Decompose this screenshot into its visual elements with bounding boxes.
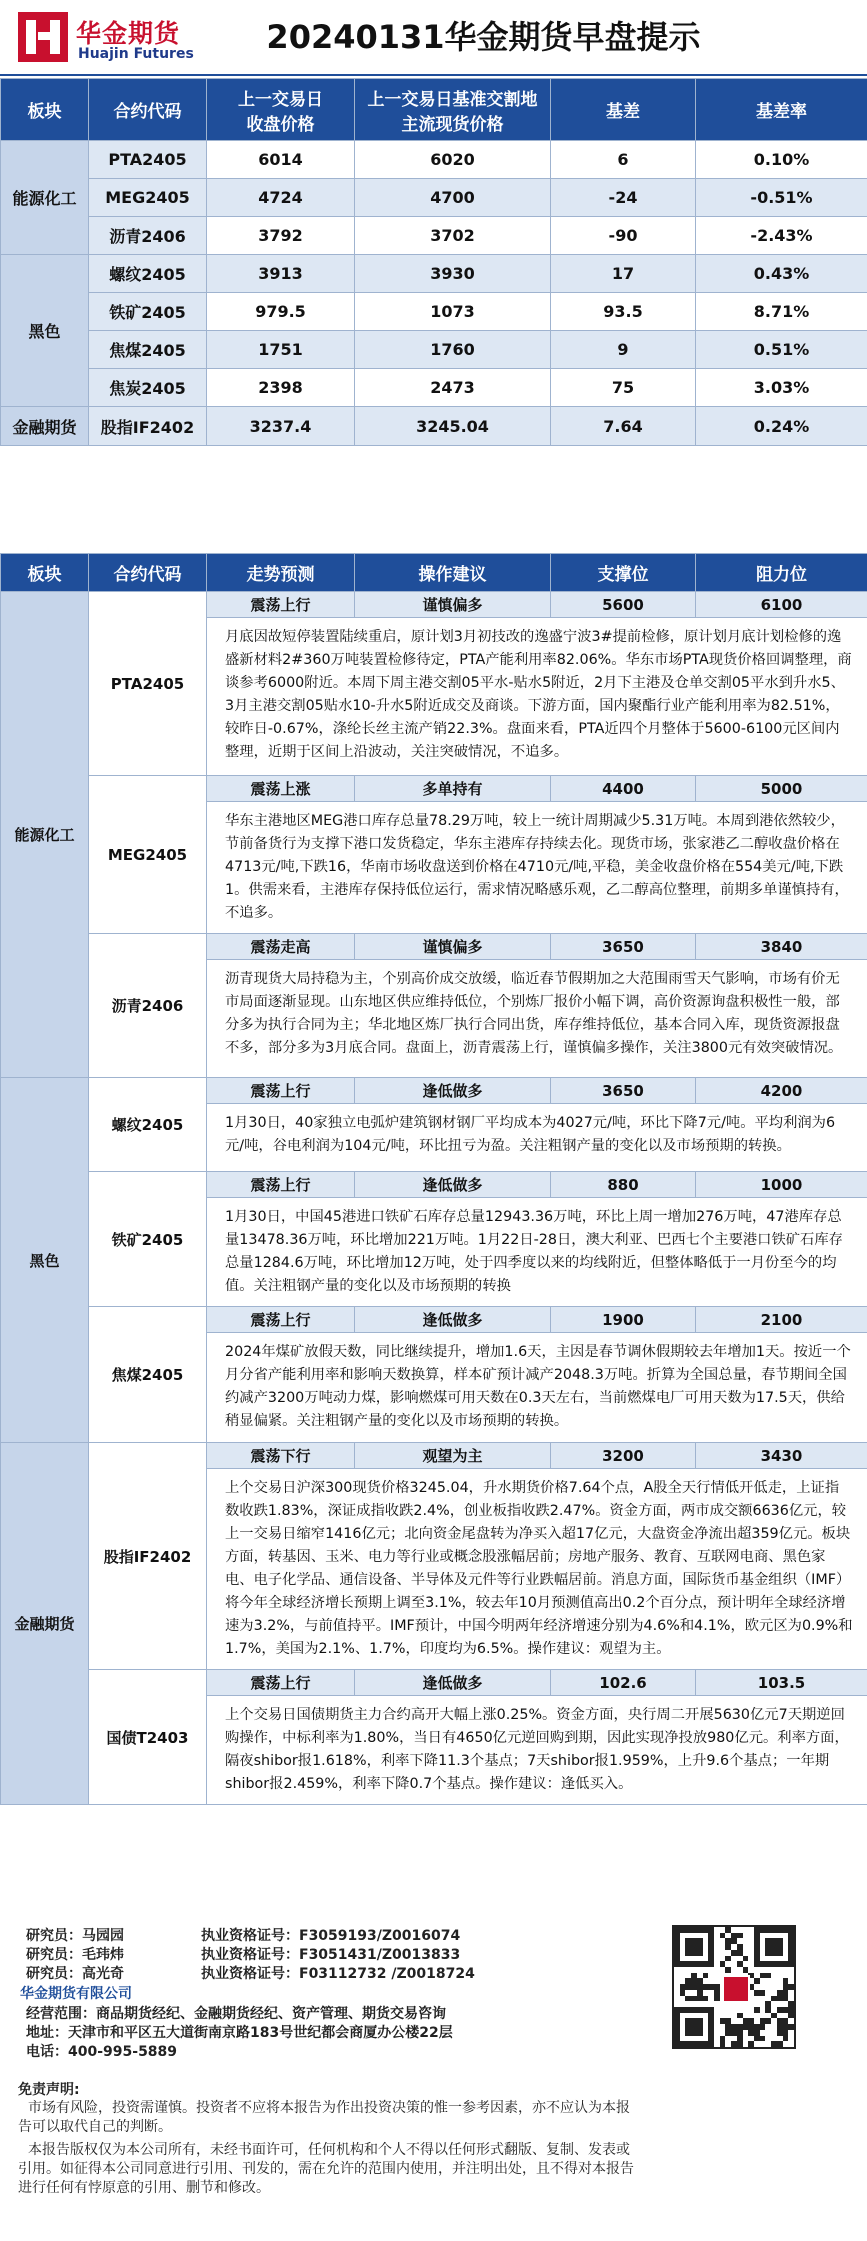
qr-code-icon (672, 1925, 796, 2049)
support-cell: 3650 (551, 1078, 696, 1104)
advice-cell: 观望为主 (355, 1443, 551, 1469)
sector-cell: 能源化工 (1, 592, 89, 1078)
header-line: 上一交易日基准交割地 (367, 89, 538, 110)
spot-cell: 6020 (355, 141, 551, 179)
header-line: 板块 (27, 102, 62, 122)
resistance-cell: 2100 (696, 1307, 867, 1333)
company-address: 地址：天津市和平区五大道街南京路183号世纪都会商厦办公楼22层 (26, 2025, 453, 2041)
basis-cell: 75 (551, 369, 696, 407)
spot-cell: 3930 (355, 255, 551, 293)
table-row (1, 141, 867, 179)
strategy-col-header: 操作建议 (355, 554, 551, 592)
close-cell: 3237.4 (207, 407, 355, 446)
contract-cell: 螺纹2405 (89, 1078, 207, 1172)
disclaimer-risk: 市场有风险，投资需谨慎。投资者不应将本报告为作出投资决策的惟一参考因素，亦不应认为本报告可以取代自己的判断。 (18, 2100, 630, 2135)
analysis-text: 上个交易日沪深300现货价格3245.04，升水期货价格7.64个点，A股全天行情低开低走，上证指数收跌1.83%，深证成指收跌2.4%，创业板指收跌2.47%。资金方面，两市成交额6636亿元，较上一交易日缩窄1416亿元；北向资金尾盘转为净买入超17亿元，大盘资金净流出超359亿元。板块方面，转基因、玉米、电力等行业或概念股涨幅居前；房地产服务、教育、互联网电商、黑色家电、电子化学品、通信设备、半导体及元件等行业跌幅居前。消息方面，国际货币基金组织（IMF）将今年全球经济增长预期上调至3.1%，较去年10月预测值高出0.2个百分点，预计明年全球经济增速为3.2%，与前值持平。IMF预计，中国今明两年经济增速分别为4.6%和4.1%，欧元区为0.9%和1.7%，美国为2.1%、1.7%，印度均为6.5%。操作建议：观望为主。 (207, 1469, 867, 1670)
contract-cell: 沥青2406 (89, 217, 207, 255)
close-cell: 6014 (207, 141, 355, 179)
strategy-row (1, 1443, 867, 1469)
header-line: 合约代码 (113, 102, 182, 122)
resistance-cell: 6100 (696, 592, 867, 618)
strategy-table-header (1, 554, 867, 592)
contract-cell: 焦煤2405 (89, 1307, 207, 1443)
advice-cell: 多单持有 (355, 776, 551, 802)
table-row (1, 255, 867, 293)
spot-cell: 3245.04 (355, 407, 551, 446)
sector-cell: 金融期货 (1, 1443, 89, 1805)
contract-cell: PTA2405 (89, 141, 207, 179)
analysis-text: 沥青现货大局持稳为主，个别高价成交放缓，临近春节假期加之大范围雨雪天气影响，市场有价无市局面逐渐显现。山东地区供应维持低位，个别炼厂报价小幅下调，高价资源询盘积极性一般，部分多为执行合同为主；华北地区炼厂执行合同出货，库存维持低位，基本合同入库，现货资源报盘不多，部分多为3月底合同。盘面上，沥青震荡上行，谨慎偏多操作，关注3800元有效突破情况。 (207, 960, 867, 1078)
business-scope: 经营范围：商品期货经纪、金融期货经纪、资产管理、期货交易咨询 (26, 2006, 446, 2022)
basis-table-header (1, 79, 867, 141)
basis-table (0, 78, 867, 446)
header-line: 基差 (606, 102, 640, 122)
basis-rate-cell: 0.24% (696, 407, 867, 446)
analysis-text: 月底因故短停装置陆续重启，原计划3月初技改的逸盛宁波3#提前检修，原计划月底计划检修的逸盛新材料2#360万吨装置检修待定，PTA产能利用率82.06%。华东市场PTA现货价格回调整理，商谈参考6000附近。本周下周主港交割05平水-贴水5附近，2月下主港及仓单交割05平水到升水5、3月主港交割05贴水10-升水5附近成交及商谈。下游方面，国内聚酯行业产能利用率为82.51%，较昨日-0.67%，涤纶长丝主流产销22.3%。盘面来看，PTA近四个月整体于5600-6100元区间内整理，近期于区间上沿波动，关注突破情况，不追多。 (207, 618, 867, 776)
strategy-row (1, 934, 867, 960)
trend-cell: 震荡上涨 (207, 776, 355, 802)
spot-cell: 2473 (355, 369, 551, 407)
disclaimer-title: 免责声明: (18, 2082, 80, 2098)
basis-rate-cell: 0.10% (696, 141, 867, 179)
support-cell: 1900 (551, 1307, 696, 1333)
trend-cell: 震荡上行 (207, 1307, 355, 1333)
contract-cell: 焦煤2405 (89, 331, 207, 369)
strategy-row (1, 776, 867, 802)
basis-cell: 17 (551, 255, 696, 293)
table-row (1, 179, 867, 217)
basis-cell: 9 (551, 331, 696, 369)
basis-rate-cell: -2.43% (696, 217, 867, 255)
close-cell: 4724 (207, 179, 355, 217)
strategy-col-header: 阻力位 (696, 554, 867, 592)
resistance-cell: 1000 (696, 1172, 867, 1198)
resistance-cell: 3430 (696, 1443, 867, 1469)
strategy-col-header: 走势预测 (207, 554, 355, 592)
brand-name-en: Huajin Futures (78, 46, 194, 62)
table-row (1, 369, 867, 407)
support-cell: 3650 (551, 934, 696, 960)
spot-cell: 1073 (355, 293, 551, 331)
basis-cell: 7.64 (551, 407, 696, 446)
contract-cell: 国债T2403 (89, 1670, 207, 1805)
resistance-cell: 103.5 (696, 1670, 867, 1696)
sector-cell: 金融期货 (1, 407, 89, 446)
basis-rate-cell: 8.71% (696, 293, 867, 331)
strategy-col-header: 支撑位 (551, 554, 696, 592)
analysis-text: 华东主港地区MEG港口库存总量78.29万吨，较上一统计周期减少5.31万吨。本周到港依然较少，节前备货行为支撑下港口发货稳定，华东主港库存持续去化。现货市场，张家港乙二醇收盘价格在4713元/吨,下跌16，华南市场收盘送到价格在4710元/吨,平稳，美金收盘价格在554美元/吨,下跌1。供需来看，主港库存保持低位运行，需求情况略感乐观，乙二醇高位整理，前期多单谨慎持有，不追多。 (207, 802, 867, 934)
sector-cell: 黑色 (1, 255, 89, 407)
basis-col-header (1, 79, 89, 141)
basis-rate-cell: 3.03% (696, 369, 867, 407)
table-row (1, 293, 867, 331)
basis-rate-cell: 0.51% (696, 331, 867, 369)
table-row (1, 331, 867, 369)
support-cell: 3200 (551, 1443, 696, 1469)
support-cell: 880 (551, 1172, 696, 1198)
advice-cell: 谨慎偏多 (355, 592, 551, 618)
company-name: 华金期货有限公司 (20, 1986, 132, 2002)
spot-cell: 1760 (355, 331, 551, 369)
advice-cell: 逢低做多 (355, 1172, 551, 1198)
basis-cell: -90 (551, 217, 696, 255)
strategy-col-header: 板块 (1, 554, 89, 592)
report-header (0, 0, 867, 76)
analysis-text: 2024年煤矿放假天数，同比继续提升，增加1.6天，主因是春节调休假期较去年增加1天。按近一个月分省产能利用率和影响天数换算，样本矿预计减产2048.3万吨。折算为全国总量，春节期间全国约减产3200万吨动力煤，影响燃煤可用天数在0.3天左右，当前燃煤电厂可用天数为17.5天，供给稍显偏紧。关注粗钢产量的变化以及市场预期的转换。 (207, 1333, 867, 1443)
basis-col-header (696, 79, 867, 141)
table-row (1, 217, 867, 255)
spot-cell: 3702 (355, 217, 551, 255)
contract-cell: 铁矿2405 (89, 1172, 207, 1307)
contract-cell: 股指IF2402 (89, 1443, 207, 1670)
trend-cell: 震荡上行 (207, 1172, 355, 1198)
spot-cell: 4700 (355, 179, 551, 217)
trend-cell: 震荡下行 (207, 1443, 355, 1469)
advice-cell: 逢低做多 (355, 1078, 551, 1104)
close-cell: 3792 (207, 217, 355, 255)
header-line: 收盘价格 (246, 114, 315, 135)
close-cell: 979.5 (207, 293, 355, 331)
contract-cell: 股指IF2402 (89, 407, 207, 446)
support-cell: 102.6 (551, 1670, 696, 1696)
analysis-text: 1月30日，40家独立电弧炉建筑钢材钢厂平均成本为4027元/吨，环比下降7元/吨。平均利润为6元/吨，谷电利润为104元/吨，环比扭亏为盈。关注粗钢产量的变化以及市场预期的转换。 (207, 1104, 867, 1172)
basis-rate-cell: -0.51% (696, 179, 867, 217)
strategy-row (1, 1670, 867, 1696)
support-cell: 5600 (551, 592, 696, 618)
strategy-table (0, 553, 867, 1805)
contract-cell: 沥青2406 (89, 934, 207, 1078)
table-row (1, 407, 867, 446)
resistance-cell: 3840 (696, 934, 867, 960)
close-cell: 3913 (207, 255, 355, 293)
strategy-row (1, 592, 867, 618)
strategy-row (1, 1307, 867, 1333)
page-title: 20240131华金期货早盘提示 (266, 18, 701, 56)
advice-cell: 逢低做多 (355, 1670, 551, 1696)
brand-name-cn: 华金期货 (76, 19, 181, 48)
header-line: 主流现货价格 (401, 114, 504, 135)
strategy-col-header: 合约代码 (89, 554, 207, 592)
basis-cell: 6 (551, 141, 696, 179)
researcher-1: 研究员：马园园 执业资格证号：F3059193/Z0016074 (26, 1928, 461, 1944)
basis-col-header (355, 79, 551, 141)
strategy-row (1, 1078, 867, 1104)
trend-cell: 震荡上行 (207, 592, 355, 618)
contract-cell: MEG2405 (89, 776, 207, 934)
basis-rate-cell: 0.43% (696, 255, 867, 293)
basis-col-header (89, 79, 207, 141)
sector-cell: 黑色 (1, 1078, 89, 1443)
disclaimer-copyright: 本报告版权仅为本公司所有，未经书面许可，任何机构和个人不得以任何形式翻版、复制、发表或引用。如征得本公司同意进行引用、刊发的，需在允许的范围内使用，并注明出处，且不得对本报告进行任何有悖原意的引用、删节和修改。 (18, 2142, 634, 2196)
trend-cell: 震荡走高 (207, 934, 355, 960)
analysis-text: 上个交易日国债期货主力合约高开大幅上涨0.25%。资金方面，央行周二开展5630亿元7天期逆回购操作，中标利率为1.80%，当日有4650亿元逆回购到期，因此实现净投放980亿元。利率方面，隔夜shibor报1.618%，利率下降11.3个基点；7天shibor报1.959%，上升9.6个基点；一年期shibor报2.459%，利率下降0.7个基点。操作建议：逢低买入。 (207, 1696, 867, 1805)
advice-cell: 谨慎偏多 (355, 934, 551, 960)
contract-cell: 铁矿2405 (89, 293, 207, 331)
contract-cell: 焦炭2405 (89, 369, 207, 407)
close-cell: 1751 (207, 331, 355, 369)
advice-cell: 逢低做多 (355, 1307, 551, 1333)
trend-cell: 震荡上行 (207, 1078, 355, 1104)
contract-cell: PTA2405 (89, 592, 207, 776)
header-line: 基差率 (756, 102, 807, 122)
close-cell: 2398 (207, 369, 355, 407)
sector-cell: 能源化工 (1, 141, 89, 255)
basis-cell: -24 (551, 179, 696, 217)
basis-cell: 93.5 (551, 293, 696, 331)
resistance-cell: 4200 (696, 1078, 867, 1104)
basis-col-header (551, 79, 696, 141)
analysis-text: 1月30日，中国45港进口铁矿石库存总量12943.36万吨，环比上周一增加276万吨，47港库存总量13478.36万吨，环比增加221万吨。1月22日-28日，澳大利亚、巴西七个主要港口铁矿石库存总量1284.6万吨，环比增加12万吨，处于四季度以来的均线附近，但整体略低于一月份至今的均值。关注粗钢产量的变化以及市场预期的转换 (207, 1198, 867, 1307)
contract-cell: MEG2405 (89, 179, 207, 217)
header-line: 上一交易日 (238, 89, 323, 110)
contract-cell: 螺纹2405 (89, 255, 207, 293)
basis-col-header (207, 79, 355, 141)
researcher-2: 研究员：毛玮炜 执业资格证号：F3051431/Z0013833 (26, 1947, 461, 1963)
company-phone: 电话：400-995-5889 (26, 2044, 178, 2060)
trend-cell: 震荡上行 (207, 1670, 355, 1696)
researcher-3: 研究员：高光奇 执业资格证号：F03112732 /Z0018724 (26, 1966, 475, 1982)
resistance-cell: 5000 (696, 776, 867, 802)
strategy-row (1, 1172, 867, 1198)
support-cell: 4400 (551, 776, 696, 802)
